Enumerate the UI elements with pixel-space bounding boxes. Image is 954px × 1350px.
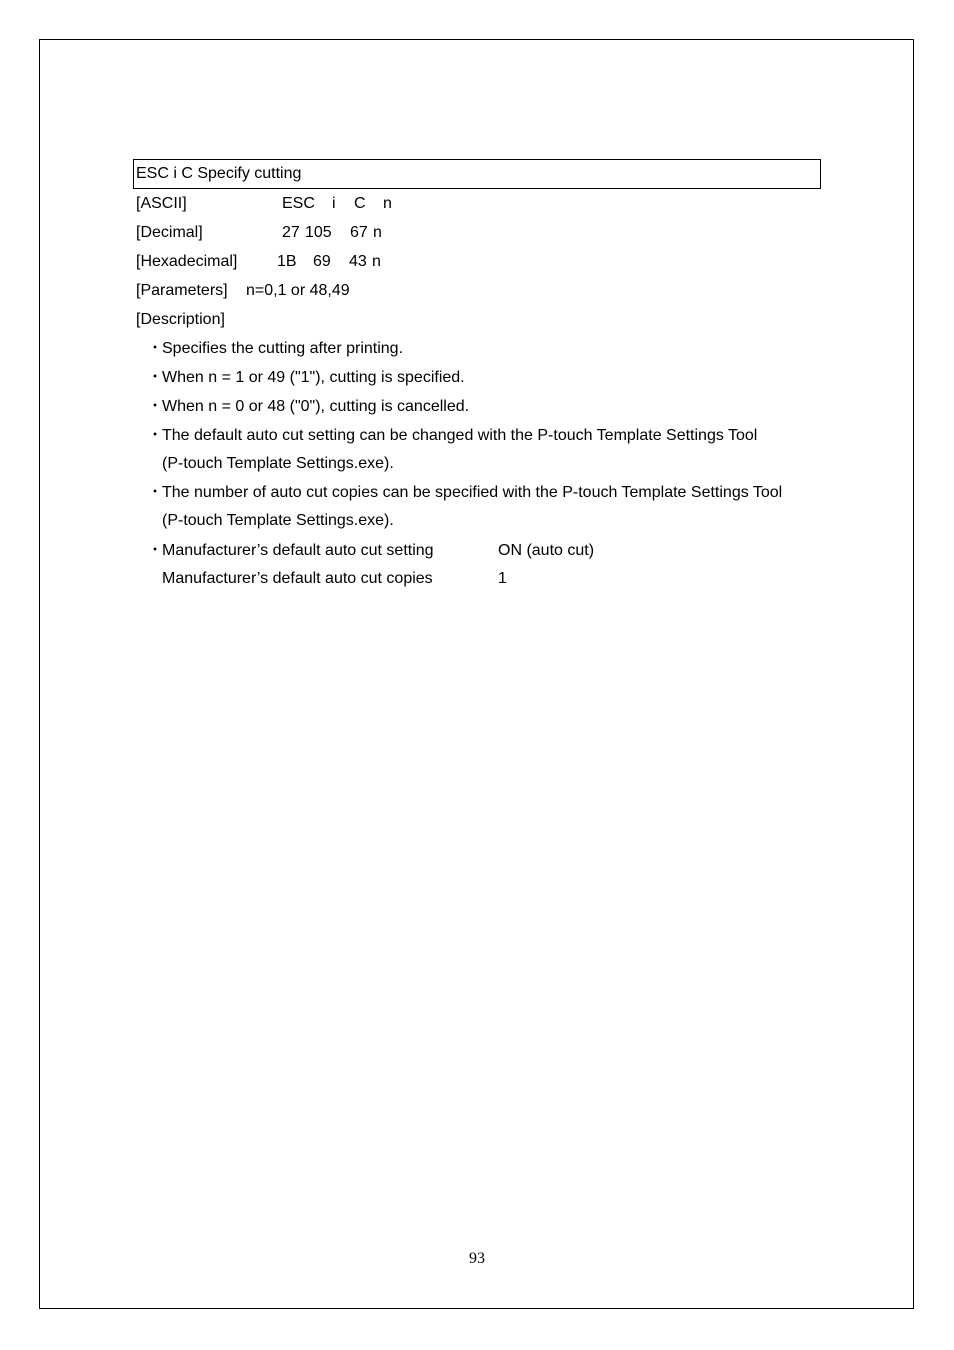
decimal-value-2: 105 xyxy=(305,224,332,241)
bullet-icon: ・ xyxy=(147,398,164,415)
ascii-value-3: C xyxy=(354,195,366,212)
ascii-value-4: n xyxy=(383,195,392,212)
hex-value-4: n xyxy=(372,253,381,270)
description-item-continuation: (P-touch Template Settings.exe). xyxy=(162,512,394,529)
bullet-icon: ・ xyxy=(147,542,164,559)
description-item-continuation: (P-touch Template Settings.exe). xyxy=(162,455,394,472)
bullet-icon: ・ xyxy=(147,369,164,386)
description-item: The number of auto cut copies can be specified with the P-touch Template Settings Tool xyxy=(162,484,783,501)
description-item: The default auto cut setting can be changed with the P-touch Template Settings Tool xyxy=(162,427,758,444)
bullet-icon: ・ xyxy=(147,340,164,357)
description-item: Specifies the cutting after printing. xyxy=(162,340,404,357)
default-copies-value: 1 xyxy=(498,570,507,587)
ascii-label: [ASCII] xyxy=(136,195,187,212)
default-setting-label: Manufacturer’s default auto cut setting xyxy=(162,542,434,559)
bullet-icon: ・ xyxy=(147,484,164,501)
parameters-value: n=0,1 or 48,49 xyxy=(246,282,350,299)
hex-label: [Hexadecimal] xyxy=(136,253,238,270)
hex-value-3: 43 xyxy=(349,253,367,270)
description-label: [Description] xyxy=(136,311,225,328)
command-title: ESC i C Specify cutting xyxy=(136,165,302,182)
hex-value-2: 69 xyxy=(313,253,331,270)
bullet-icon: ・ xyxy=(147,427,164,444)
default-copies-label: Manufacturer’s default auto cut copies xyxy=(162,570,433,587)
description-item: When n = 0 or 48 ("0"), cutting is cancelled. xyxy=(162,398,470,415)
decimal-value-3: 67 xyxy=(350,224,368,241)
hex-value-1: 1B xyxy=(277,253,297,270)
description-item: When n = 1 or 49 ("1"), cutting is specified. xyxy=(162,369,465,386)
decimal-value-4: n xyxy=(373,224,382,241)
decimal-value-1: 27 xyxy=(282,224,300,241)
page-number: 93 xyxy=(469,1250,485,1267)
decimal-label: [Decimal] xyxy=(136,224,203,241)
ascii-value-1: ESC xyxy=(282,195,315,212)
ascii-value-2: i xyxy=(332,195,336,212)
default-setting-value: ON (auto cut) xyxy=(498,542,595,559)
parameters-label: [Parameters] xyxy=(136,282,228,299)
